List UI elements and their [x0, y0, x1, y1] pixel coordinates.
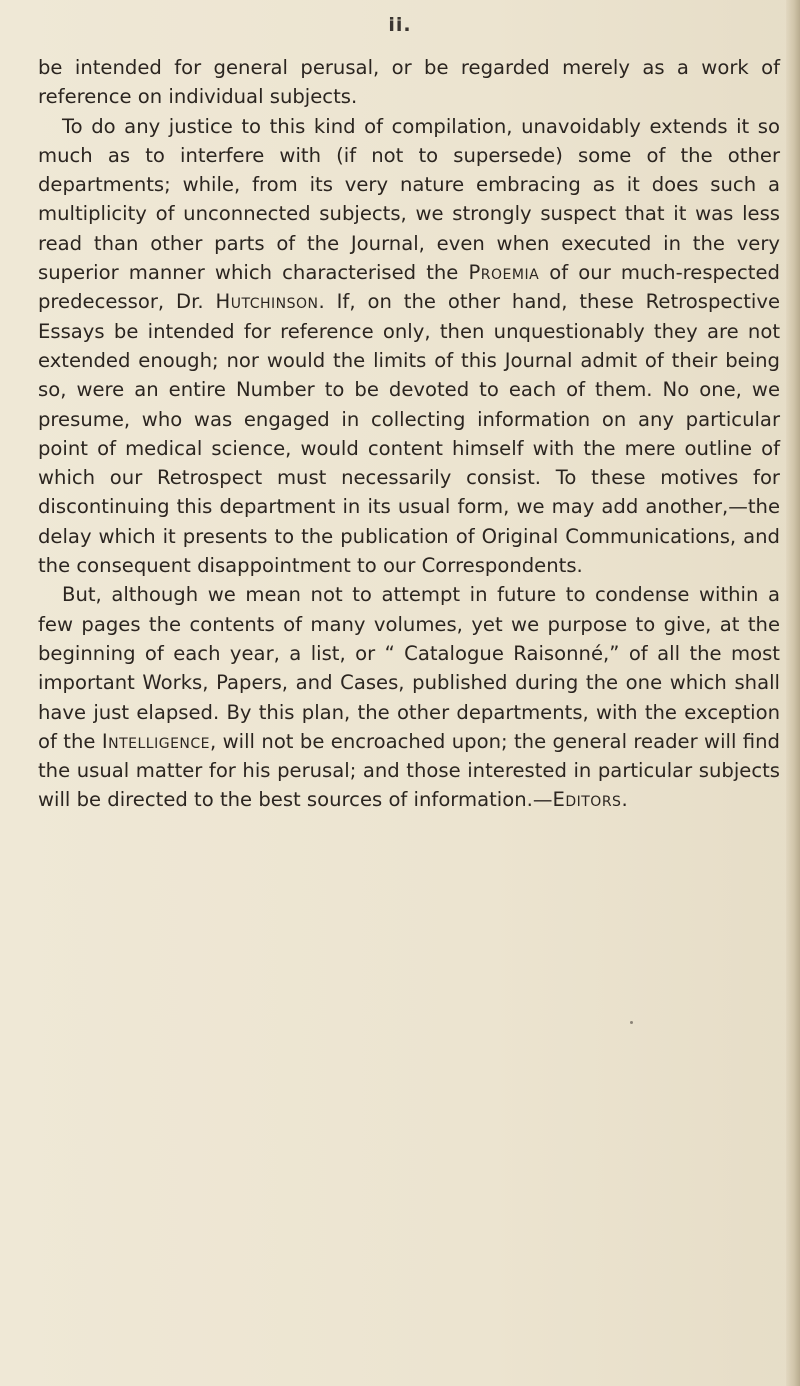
text-run: , will not be encroached upon; the general reader will find the usual matter for his perusal; and those interested in particular subjects will be directed to the best sources of information.—: [38, 729, 780, 812]
page-edge-shadow: [786, 0, 800, 1386]
signature-editors: Editors: [552, 788, 622, 812]
text-run: But, although we mean not to attempt in future to condense within a few pages the contents of many volumes, yet we purpose to give, at the beginning of each year, a list, or “ Catalogue Raisonné,” of all the most important Works, Papers, and Cases, published during the one which shall have just elapsed. By this plan, the other departments, with the exception of the: [38, 583, 780, 753]
paragraph-catalogue: [38, 580, 780, 814]
page-number: ii.: [388, 14, 412, 36]
paragraph-continuation: be intended for general perusal, or be regarded merely as a work of reference on individual subjects.: [38, 56, 780, 109]
ink-speck: [630, 1021, 633, 1024]
body-text: [38, 53, 780, 815]
proemia-term: Proemia: [468, 261, 540, 285]
paragraph-retrospect: [38, 112, 780, 581]
text-run: . If, on the other hand, these Retrospective Essays be intended for reference only, then unquestionably they are not extended enough; nor would the limits of this Journal admit of their being so, were an entire Number to be devoted to each of them. No one, we presume, who was engaged in collecting information on any particular point of medical science, would content himself with the mere outline of which our Retrospect must necessarily consist. To these motives for discontinuing this department in its usual form, we may add another,—the delay which it presents to the publication of Original Communications, and the consequent disappointment to our Correspondents.: [38, 290, 780, 578]
author-name: Hutchinson: [215, 290, 319, 314]
text-run: To do any justice to this kind of compilation, unavoidably extends it so much as to interfere with (if not to supersede) some of the other departments; while, from its very nature embracing as it does such a multiplicity of unconnected subjects, we strongly suspect that it was less read than other parts of the Journal, even when executed in the very superior manner which characterised the: [38, 114, 780, 285]
text-run: .: [621, 788, 628, 812]
intelligence-term: Intelligence: [101, 729, 211, 753]
text-run: of our much-respected predecessor, Dr.: [38, 261, 780, 314]
